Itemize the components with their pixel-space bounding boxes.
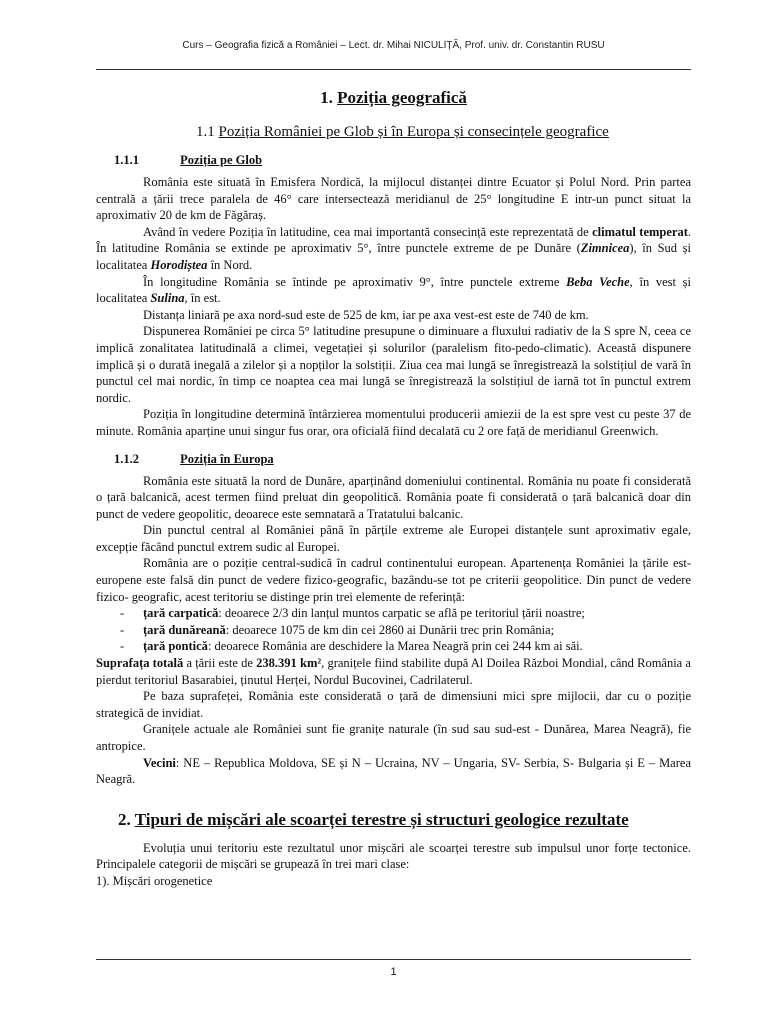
section-1-1-heading [96, 124, 691, 141]
paragraph: Distanța liniară pe axa nord-sud este de 525 de km, iar pe axa vest-est este de 740 de km. [143, 307, 589, 322]
page-number: 1 [390, 966, 397, 978]
paragraph: România este situată la nord de Dunăre, aparținând domeniului continental. România nu poate fi considerată o țară balcanică, acest termen fiind preluat din geopolitică. România poate fi considerată o țară balcanică doar din punct de vedere geopolitic, deoarece este semnatară a Tratatului balcanic. [96, 473, 691, 521]
paragraph: Din punctul central al României până în părțile extreme ale Europei distanțele sunt aproximativ egale, excepție făcând punctul extrem sudic al Europei. [96, 523, 691, 554]
paragraph: Granițele actuale ale României sunt fie granițe naturale (în sud sau sud-est - Dunărea, Marea Neagră), fie antropice. [96, 722, 691, 753]
footer-rule [96, 959, 691, 960]
reference-elements-list [96, 605, 691, 655]
subsection-title: Poziția în Europa [180, 451, 274, 466]
subsection-number: 1.1.2 [114, 451, 139, 466]
section-number: 1.1 [196, 124, 215, 140]
header-rule [96, 69, 691, 70]
list-item: - țară dunăreană: deoarece 1075 de km din cei 2860 ai Dunării trec prin România; [120, 622, 555, 637]
paragraph: 1). Mișcări orogenetice [96, 873, 213, 888]
paragraph: Dispunerea României pe circa 5° latitudine presupune o diminuare a fluxului radiativ de la S spre N, ceea ce implică zonalitatea latitudinală a climei, vegetației și solurilor (paralelism fito-pedo-climatic). Această dispunere implică și o durată inegală a zilelor și a nopților la solstiții. Ziua cea mai lungă se înregistrează la solstițiul de vară în punctul cel mai nordic, în timp ce noaptea cea mai lungă se înregistrează la solstițiul de iarnă tot în punctul extrem nordic. [96, 324, 691, 405]
subsection-1-1-2-heading [96, 452, 691, 467]
section-title: Poziția României pe Glob și în Europa și consecințele geografice [218, 124, 609, 140]
paragraph: În longitudine România se întinde pe aproximativ 9°, între punctele extreme Beba Veche, în vest și localitatea Sulina, în est. [96, 274, 692, 306]
list-item: - țară pontică: deoarece România are deschidere la Marea Neagră prin cei 244 km ai săi. [120, 639, 583, 654]
list-item: - țară carpatică: deoarece 2/3 din lanțul muntos carpatic se află pe teritoriul țării noastre; [120, 606, 585, 621]
paragraph: România este situată în Emisfera Nordică, la mijlocul distanței dintre Ecuator și Polul Nord. Prin partea centrală a țării trece paralela de 46° care intersectează meridianul de 25° longitudine E intr-un punct situat la aproximativ 20 de km de Făgăraș. [96, 175, 691, 223]
chapter-title: Poziția geografică [337, 88, 467, 107]
chapter-number: 1. [320, 88, 333, 107]
paragraph: Evoluția unui teritoriu este rezultatul unor mișcări ale scoarței terestre sub impulsul unor forțe tectonice. Principalele categorii de mișcări se grupează în trei mari clase: [96, 840, 691, 872]
chapter-2-heading [96, 810, 691, 830]
paragraph: Poziția în longitudine determină întârzierea momentului producerii amiezii de la est spre vest cu peste 37 de minute. România aparține unui singur fus orar, ora oficială fiind decalată cu 2 ore față de meridianul Greenwich. [96, 407, 691, 438]
chapter-1-heading [96, 88, 691, 108]
page-header: Curs – Geografia fizică a României – Lect. dr. Mihai NICULIȚĂ, Prof. univ. dr. Constantin RUSU [182, 40, 605, 51]
paragraph: Suprafața totală a țării este de 238.391 km², granițele fiind stabilite după Al Doilea Război Mondial, când România a pierdut teritoriul Basarabiei, ținutul Herței, Nordul Bucovinei, Cadrilaterul. [96, 656, 691, 687]
chapter-title: Tipuri de mișcări ale scoarței terestre și structuri geologice rezultate [134, 809, 629, 829]
chapter-number: 2. [118, 809, 131, 829]
subsection-title: Poziția pe Glob [180, 153, 263, 167]
paragraph: Având în vedere Poziția în latitudine, cea mai importantă consecință este reprezentată de climatul temperat. În latitudine România se extinde pe aproximativ 5°, între punctele extreme de pe Dunăre (Zimnicea), în Sud și localitatea Horodiștea în Nord. [96, 224, 691, 272]
paragraph: Pe baza suprafeței, România este considerată o țară de dimensiuni mici spre mijlocii, dar cu o poziție strategică de invidiat. [96, 689, 691, 720]
paragraph: Vecini: NE – Republica Moldova, SE și N – Ucraina, NV – Ungaria, SV- Serbia, S- Bulgaria și E – Marea Neagră. [96, 755, 691, 787]
document-body [96, 88, 691, 890]
subsection-number: 1.1.1 [114, 153, 139, 167]
subsection-1-1-1-heading [96, 153, 691, 168]
paragraph: România are o poziție central-sudică în cadrul continentului european. Apartenența României la țările est-europene este falsă din punct de vedere fizico-geografic, bazându-se tot pe criterii geopolitice. Din punct de vedere fizico- geografic, acest teritoriu se distinge prin trei elemente de referință: [96, 556, 691, 604]
